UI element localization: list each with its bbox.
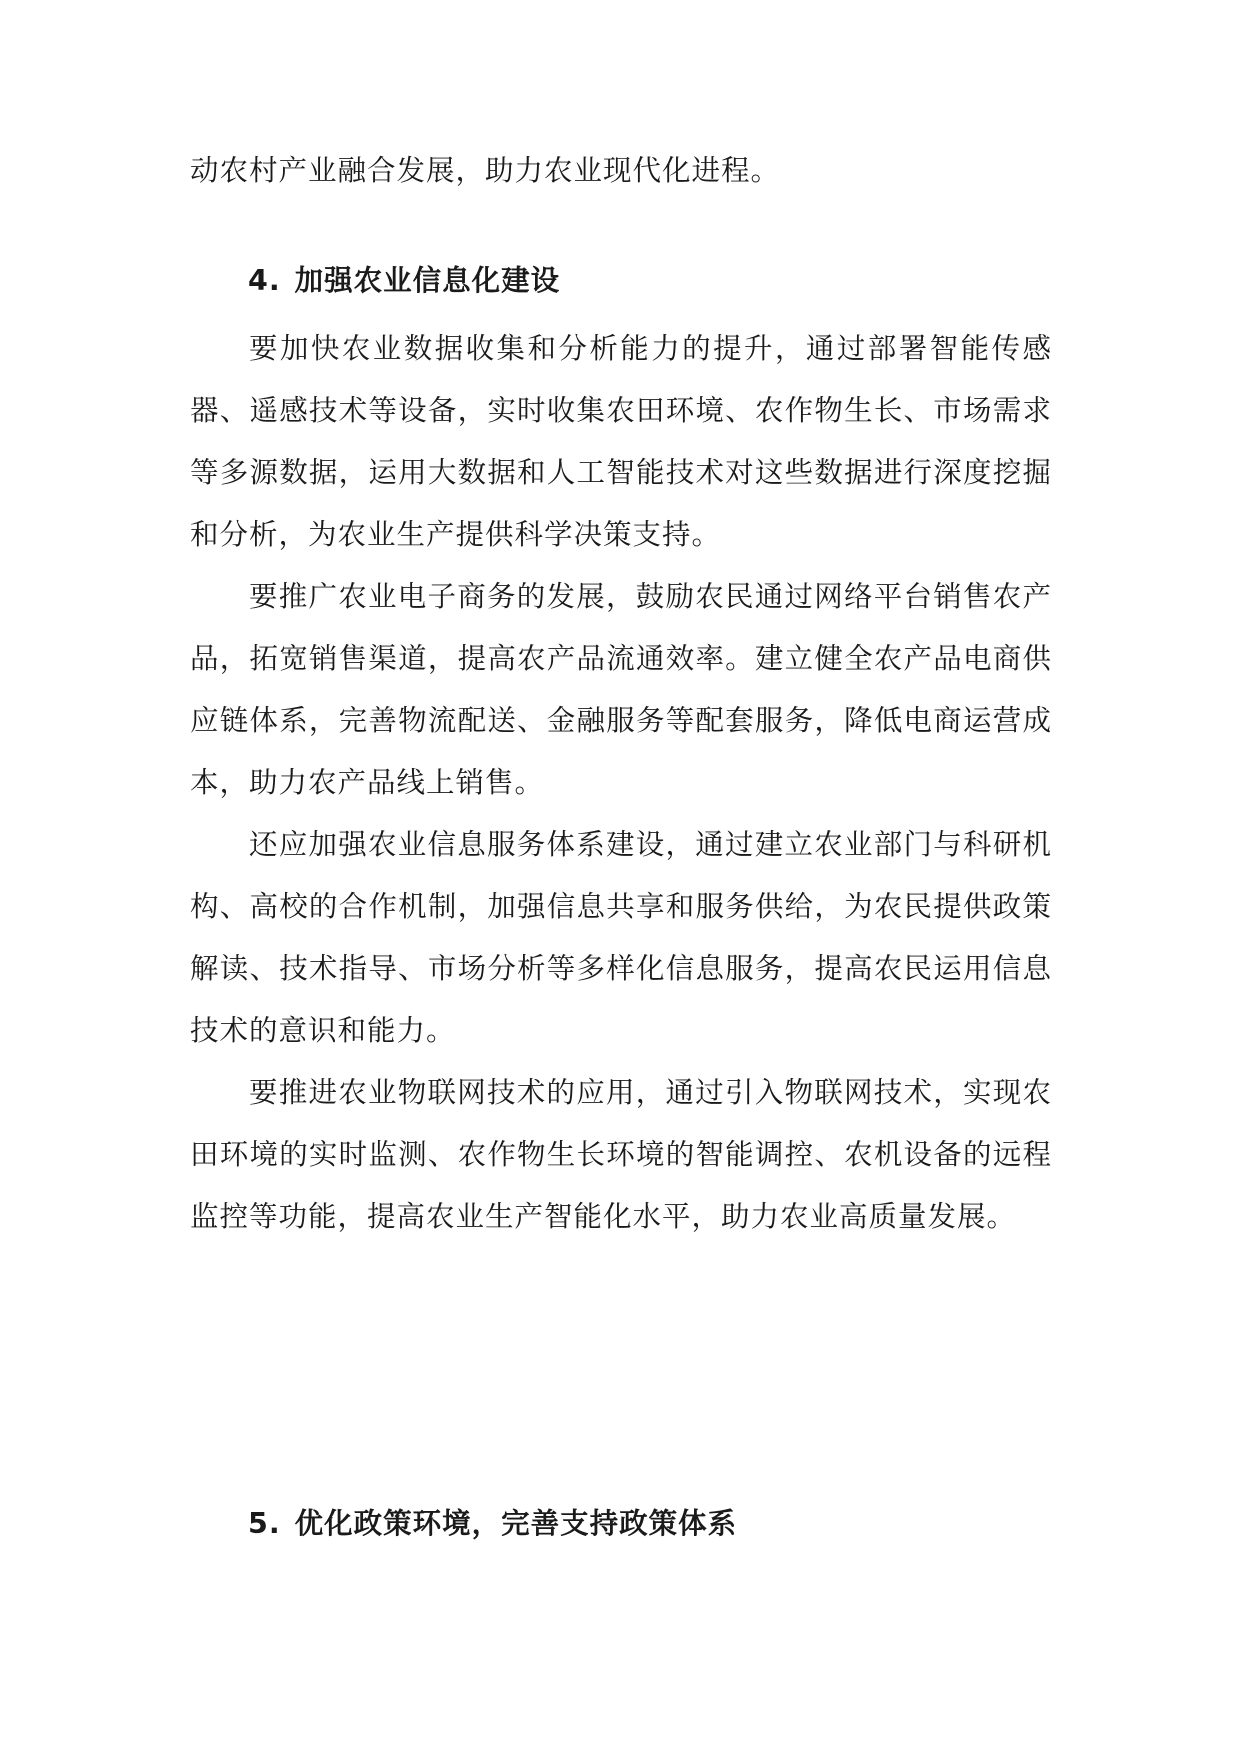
- section-title: 优化政策环境，完善支持政策体系: [294, 1507, 738, 1540]
- intro-paragraph: 动农村产业融合发展，助力农业现代化进程。: [190, 154, 781, 187]
- paragraph: 还应加强农业信息服务体系建设，通过建立农业部门与科研机构、高校的合作机制，加强信息共享和服务供给，为农民提供政策解读、技术指导、市场分析等多样化信息服务，提高农民运用信息技术的意识和能力。: [190, 828, 1052, 1047]
- section-body: [190, 318, 1052, 1248]
- paragraph: 要推进农业物联网技术的应用，通过引入物联网技术，实现农田环境的实时监测、农作物生长环境的智能调控、农机设备的远程监控等功能，提高农业生产智能化水平，助力农业高质量发展。: [190, 1076, 1052, 1233]
- paragraph: 要加快农业数据收集和分析能力的提升，通过部署智能传感器、遥感技术等设备，实时收集农田环境、农作物生长、市场需求等多源数据，运用大数据和人工智能技术对这些数据进行深度挖掘和分析，为农业生产提供科学决策支持。: [190, 332, 1052, 551]
- section-heading-4: [248, 250, 560, 312]
- section-number: 4.: [248, 264, 281, 297]
- section-number: 5.: [248, 1507, 281, 1540]
- paragraph: 要推广农业电子商务的发展，鼓励农民通过网络平台销售农产品，拓宽销售渠道，提高农产品流通效率。建立健全农产品电商供应链体系，完善物流配送、金融服务等配套服务，降低电商运营成本，助力农产品线上销售。: [190, 580, 1052, 799]
- section-heading-5: [248, 1493, 737, 1555]
- section-title: 加强农业信息化建设: [294, 264, 561, 297]
